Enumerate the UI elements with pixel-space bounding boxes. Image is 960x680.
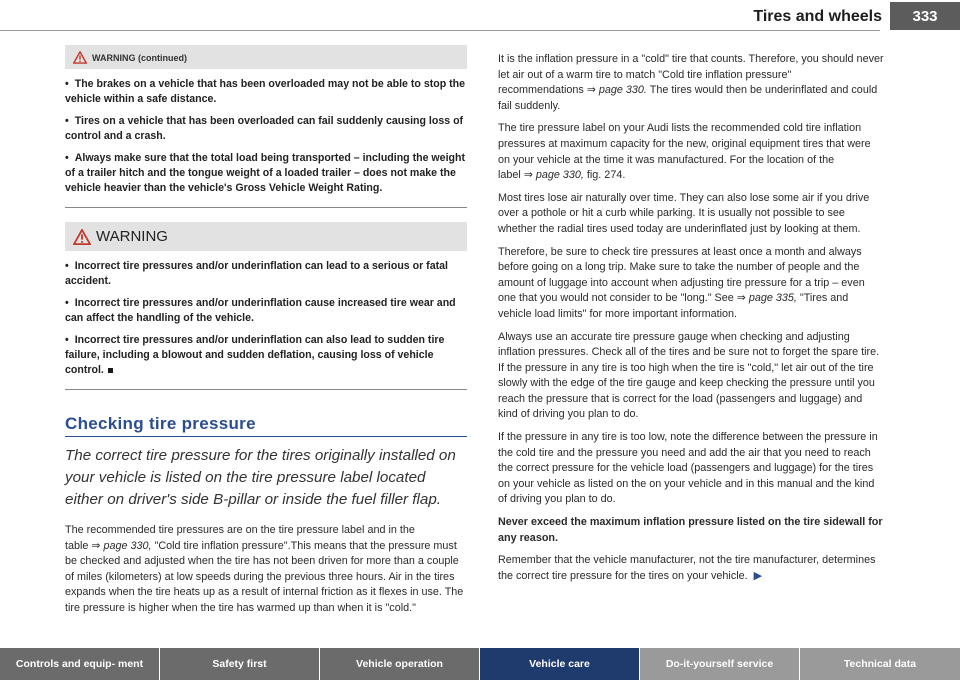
body-paragraph: It is the inflation pressure in a "cold" tire that counts. Therefore, you should never let air out of a warm tire to match "Cold tire inflation pressure" recommendations ⇒ page 330. The tires would then be underinflated and could fail suddenly.: [498, 53, 884, 112]
warning-item: • Always make sure that the total load being transported – including the weight of a trailer hitch and the tongue weight of a loaded trailer – does not make the vehicle heavier than the vehicle's Gross Vehicle Weight Rating.: [65, 152, 465, 194]
right-column: [498, 52, 884, 591]
page-reference-link[interactable]: page 330,: [103, 539, 152, 552]
warning-box: [65, 222, 467, 390]
warning-item: • Incorrect tire pressures and/or underinflation can lead to a serious or fatal accident.: [65, 260, 448, 287]
tab-technical-data[interactable]: Technical data: [800, 648, 960, 680]
section-rule: [65, 436, 467, 437]
tab-safety-first[interactable]: Safety first: [160, 648, 320, 680]
body-paragraph: Remember that the vehicle manufacturer, not the tire manufacturer, determines the correct tire pressure for the tires on your vehicle. ▶: [498, 554, 876, 582]
warning-label: WARNING: [96, 228, 168, 245]
end-of-section-marker: [108, 368, 113, 373]
body-paragraph: Always use an accurate tire pressure gauge when checking and adjusting inflation pressures. Check all of the tires and be sure not to forget the spare tire. If the pressure in any tire is too high when the tire is "cold," let air out of the tire slowly with the edge of the tire gauge and keep checking the pressure until you reach the pressure that is correct for the load (passengers and luggage) and kind of driving you plan to do.: [498, 330, 880, 421]
warning-continued-box: [65, 45, 467, 208]
body-paragraph: Most tires lose air naturally over time. They can also lose some air if you drive over a pothole or hit a curb while parking. It is usually not possible to see whether the radial tires used today are underinflated just by looking at them.: [498, 191, 870, 235]
tab-vehicle-operation[interactable]: Vehicle operation: [320, 648, 480, 680]
footer-tab-bar: [0, 648, 960, 680]
warning-triangle-icon: [73, 51, 87, 64]
tab-vehicle-care[interactable]: Vehicle care: [480, 648, 640, 680]
warning-triangle-icon: [73, 229, 91, 245]
tab-do-it-yourself-service[interactable]: Do-it-yourself service: [640, 648, 800, 680]
page-reference-arrow-icon: ⇒: [91, 539, 101, 552]
body-paragraph: Therefore, be sure to check tire pressures at least once a month and always before going on a long trip. Make sure to take the number of people and the amount of luggage into account when adjusting tire pressure for a trip – even one that you would not consider to be "long." See ⇒ page 335, "Tires and vehicle load limits" for more important information.: [498, 245, 865, 320]
page-reference-link[interactable]: page 335,: [748, 292, 797, 305]
page-reference-link[interactable]: page 330,: [535, 169, 584, 182]
body-paragraph: The recommended tire pressures are on the tire pressure label and in the table ⇒ page 330, "Cold tire inflation pressure".This means that the pressure must be checked and adjusted when the tire has not been driven for more than a couple of miles (kilometers) at low speeds during the previous three hours. Air in the tires expands when the tire heats up as a result of internal friction as it flexes in use. The tire pressure is higher when the tire has warmed up than when it is "cold.": [65, 524, 464, 614]
tab-controls-and-equipment[interactable]: Controls and equip- ment: [0, 648, 160, 680]
warning-item: • The brakes on a vehicle that has been overloaded may not be able to stop the vehicle within a safe distance.: [65, 78, 466, 105]
page-header-title: Tires and wheels: [753, 8, 882, 25]
header-rule: [0, 30, 880, 31]
section-intro: The correct tire pressure for the tires originally installed on your vehicle is listed on the tire pressure label located either on driver's side B-pillar or inside the fuel filler flap.: [65, 447, 456, 508]
continued-arrow-icon: ▶: [753, 569, 763, 582]
warning-continued-heading: [65, 45, 467, 69]
page-reference-arrow-icon: ⇒: [523, 169, 533, 182]
left-column: [65, 45, 467, 624]
page-reference-link[interactable]: page 330.: [598, 84, 647, 97]
body-paragraph: The tire pressure label on your Audi lists the recommended cold tire inflation pressures at maximum capacity for the new, original equipment tires that were on your vehicle at the time it was manufactured. For the location of the label ⇒ page 330, fig. 274.: [498, 122, 871, 182]
page-number: 333: [890, 2, 960, 30]
warning-item: • Incorrect tire pressures and/or underinflation cause increased tire wear and can affect the handling of the vehicle.: [65, 297, 456, 324]
warning-item: • Incorrect tire pressures and/or underinflation can also lead to sudden tire failure, including a blowout and sudden deflation, causing loss of vehicle control.: [65, 334, 445, 376]
page-reference-arrow-icon: ⇒: [736, 292, 746, 305]
bold-notice: Never exceed the maximum inflation pressure listed on the tire sidewall for any reason.: [498, 516, 883, 544]
body-paragraph: If the pressure in any tire is too low, note the difference between the pressure in the cold tire and the pressure you need and add the air that you need to reach the correct pressure for the vehicle load (passengers and luggage) for the tires on your vehicle as listed on the on your vehicle and in this manual and the kind of driving you plan to do.: [498, 431, 878, 506]
warning-heading: [65, 222, 467, 251]
section-title: Checking tire pressure: [65, 414, 256, 433]
page-reference-arrow-icon: ⇒: [586, 84, 596, 97]
warning-item: • Tires on a vehicle that has been overloaded can fail suddenly causing loss of control and a crash.: [65, 115, 464, 142]
warning-continued-label: WARNING (continued): [92, 52, 187, 63]
